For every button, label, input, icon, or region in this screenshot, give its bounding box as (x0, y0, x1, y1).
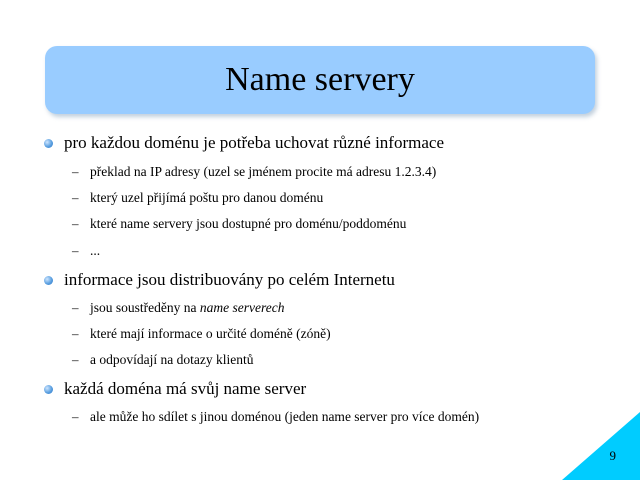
dash-icon: – (72, 216, 79, 231)
slide-title: Name servery (225, 61, 415, 98)
bullet-item: každá doména má svůj name server (64, 379, 307, 398)
bullet-icon (44, 276, 53, 285)
dash-icon: – (72, 164, 79, 179)
sub-bullet-item: překlad na IP adresy (uzel se jménem procite má adresu 1.2.3.4) (90, 164, 437, 179)
bullet-item: informace jsou distribuovány po celém Internetu (64, 270, 395, 289)
sub-bullet-item: ale může ho sdílet s jinou doménou (jeden name server pro více domén) (90, 409, 480, 424)
sub-bullet-item: které name servery jsou dostupné pro doménu/poddoménu (90, 216, 407, 231)
sub-bullet-item: ... (90, 243, 101, 258)
page-number: 9 (609, 448, 616, 463)
sub-bullet-emphasis: name serverech (199, 300, 285, 315)
dash-icon: – (72, 409, 79, 424)
bullet-icon (44, 385, 53, 394)
dash-icon: – (72, 326, 79, 341)
bullet-item: pro každou doménu je potřeba uchovat různé informace (64, 133, 444, 152)
sub-bullet-item: který uzel přijímá poštu pro danou doménu (90, 190, 324, 205)
bullet-icon (44, 139, 53, 148)
sub-bullet-item: a odpovídají na dotazy klientů (90, 352, 254, 367)
dash-icon: – (72, 190, 79, 205)
dash-icon: – (72, 300, 79, 315)
dash-icon: – (72, 243, 79, 258)
sub-bullet-prefix: jsou soustředěny na (90, 300, 200, 315)
dash-icon: – (72, 352, 79, 367)
corner-decoration (562, 412, 640, 480)
sub-bullet-item: které mají informace o určité doméně (zóně) (90, 326, 331, 341)
sub-bullet-item (90, 300, 284, 316)
